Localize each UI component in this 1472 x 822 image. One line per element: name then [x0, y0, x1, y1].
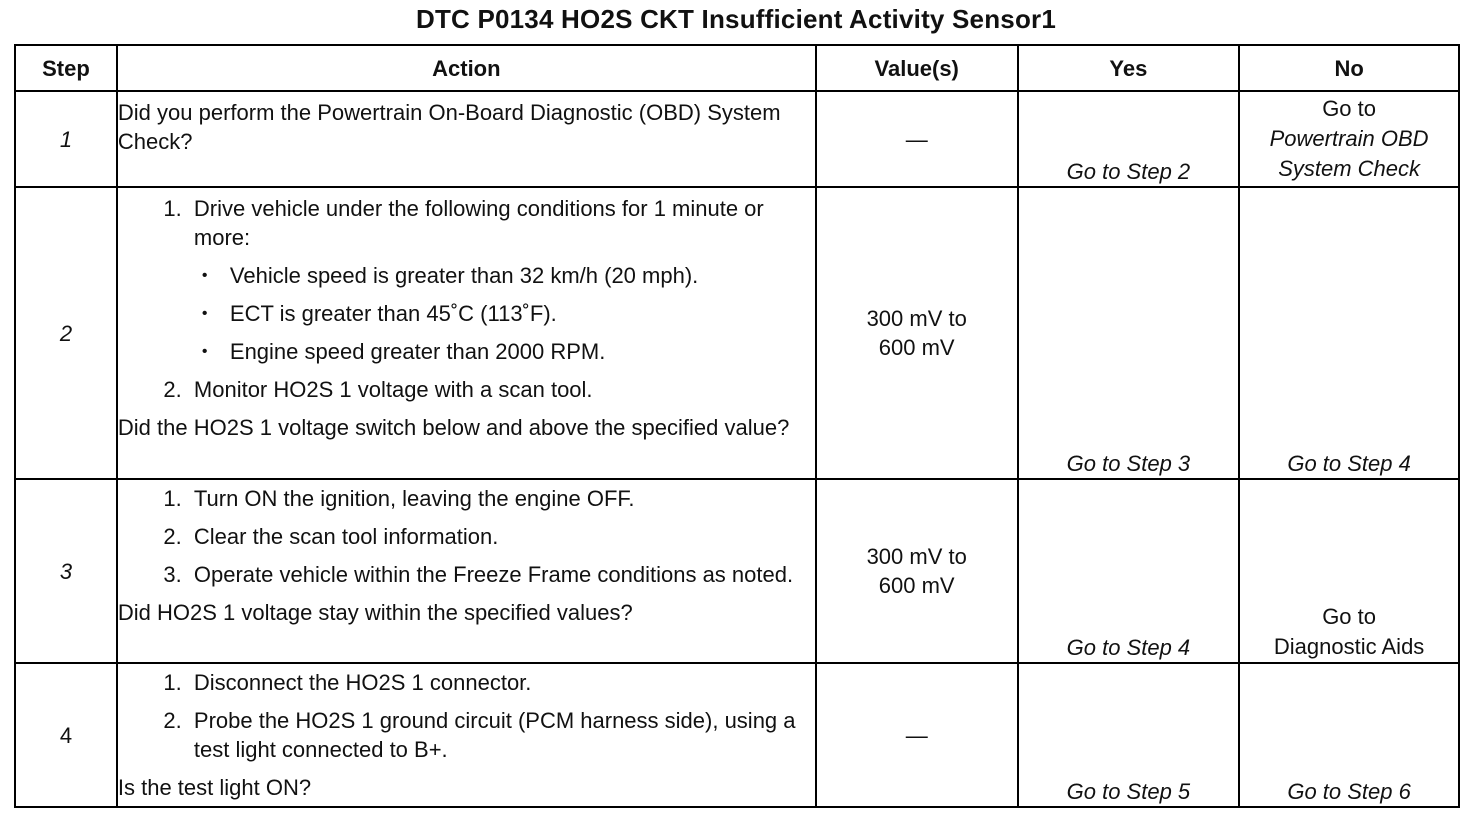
value-line: 600 mV — [878, 335, 955, 360]
value-cell: — — [816, 663, 1018, 807]
action-question: Is the test light ON? — [117, 775, 312, 800]
action-question: Did HO2S 1 voltage stay within the specified values? — [117, 600, 633, 625]
action-question: Did the HO2S 1 voltage switch below and above the specified value? — [117, 415, 790, 440]
instruction-list — [118, 484, 815, 589]
instruction-item: 1. Turn ON the ignition, leaving the engine OFF. — [188, 484, 815, 513]
no-line: System Check — [1278, 156, 1421, 181]
instruction-item: 1. Disconnect the HO2S 1 connector. — [188, 668, 815, 697]
table-row-step-4 — [15, 663, 1459, 807]
header-values: Value(s) — [816, 45, 1018, 91]
step-number: 3 — [15, 479, 117, 663]
page-title: DTC P0134 HO2S CKT Insufficient Activity Sensor1 — [415, 4, 1057, 34]
table-row-step-3 — [15, 479, 1459, 663]
instruction-item: 2. Monitor HO2S 1 voltage with a scan tool. — [188, 375, 815, 404]
no-cell: Go to Step 4 — [1239, 187, 1459, 479]
instruction-item: 1. Drive vehicle under the following conditions for 1 minute or more: • Vehicle speed is greater than 32 km/h (20 mph). • ECT is greater than 45˚C (113˚F). • Engine speed greater than 2000 RPM. — [188, 194, 815, 366]
step-number: 4 — [15, 663, 117, 807]
table-row-step-1 — [15, 91, 1459, 187]
header-yes: Yes — [1018, 45, 1240, 91]
step-number: 1 — [15, 91, 117, 187]
instruction-item: 2. Clear the scan tool information. — [188, 522, 815, 551]
diagnostic-table — [14, 44, 1460, 808]
instruction-list — [118, 194, 815, 404]
value-cell — [816, 187, 1018, 479]
action-cell — [117, 663, 816, 807]
condition-item: • ECT is greater than 45˚C (113˚F). — [230, 299, 815, 328]
no-line: Diagnostic Aids — [1273, 634, 1425, 659]
header-action: Action — [117, 45, 816, 91]
no-cell — [1239, 479, 1459, 663]
no-line: Go to — [1322, 96, 1376, 121]
yes-cell: Go to Step 5 — [1018, 663, 1240, 807]
no-line: Go to — [1322, 604, 1376, 629]
value-cell — [816, 479, 1018, 663]
instruction-item: 3. Operate vehicle within the Freeze Frame conditions as noted. — [188, 560, 815, 589]
value-cell: — — [816, 91, 1018, 187]
yes-cell: Go to Step 3 — [1018, 187, 1240, 479]
header-row — [15, 45, 1459, 91]
header-no: No — [1239, 45, 1459, 91]
no-cell — [1239, 91, 1459, 187]
condition-item: • Vehicle speed is greater than 32 km/h (20 mph). — [230, 261, 815, 290]
condition-item: • Engine speed greater than 2000 RPM. — [230, 337, 815, 366]
yes-cell: Go to Step 4 — [1018, 479, 1240, 663]
condition-list — [194, 261, 815, 366]
header-step: Step — [15, 45, 117, 91]
instruction-item: 2. Probe the HO2S 1 ground circuit (PCM harness side), using a test light connected to B+. — [188, 706, 815, 764]
action-cell — [117, 91, 816, 187]
no-cell: Go to Step 6 — [1239, 663, 1459, 807]
value-line: 300 mV to — [866, 544, 967, 569]
action-cell — [117, 187, 816, 479]
table-row-step-2 — [15, 187, 1459, 479]
value-line: 300 mV to — [866, 306, 967, 331]
instruction-list — [118, 668, 815, 764]
no-line: Powertrain OBD — [1269, 126, 1429, 151]
value-line: 600 mV — [878, 573, 955, 598]
action-cell — [117, 479, 816, 663]
action-question: Did you perform the Powertrain On-Board Diagnostic (OBD) System Check? — [117, 100, 781, 154]
step-number: 2 — [15, 187, 117, 479]
yes-cell: Go to Step 2 — [1018, 91, 1240, 187]
